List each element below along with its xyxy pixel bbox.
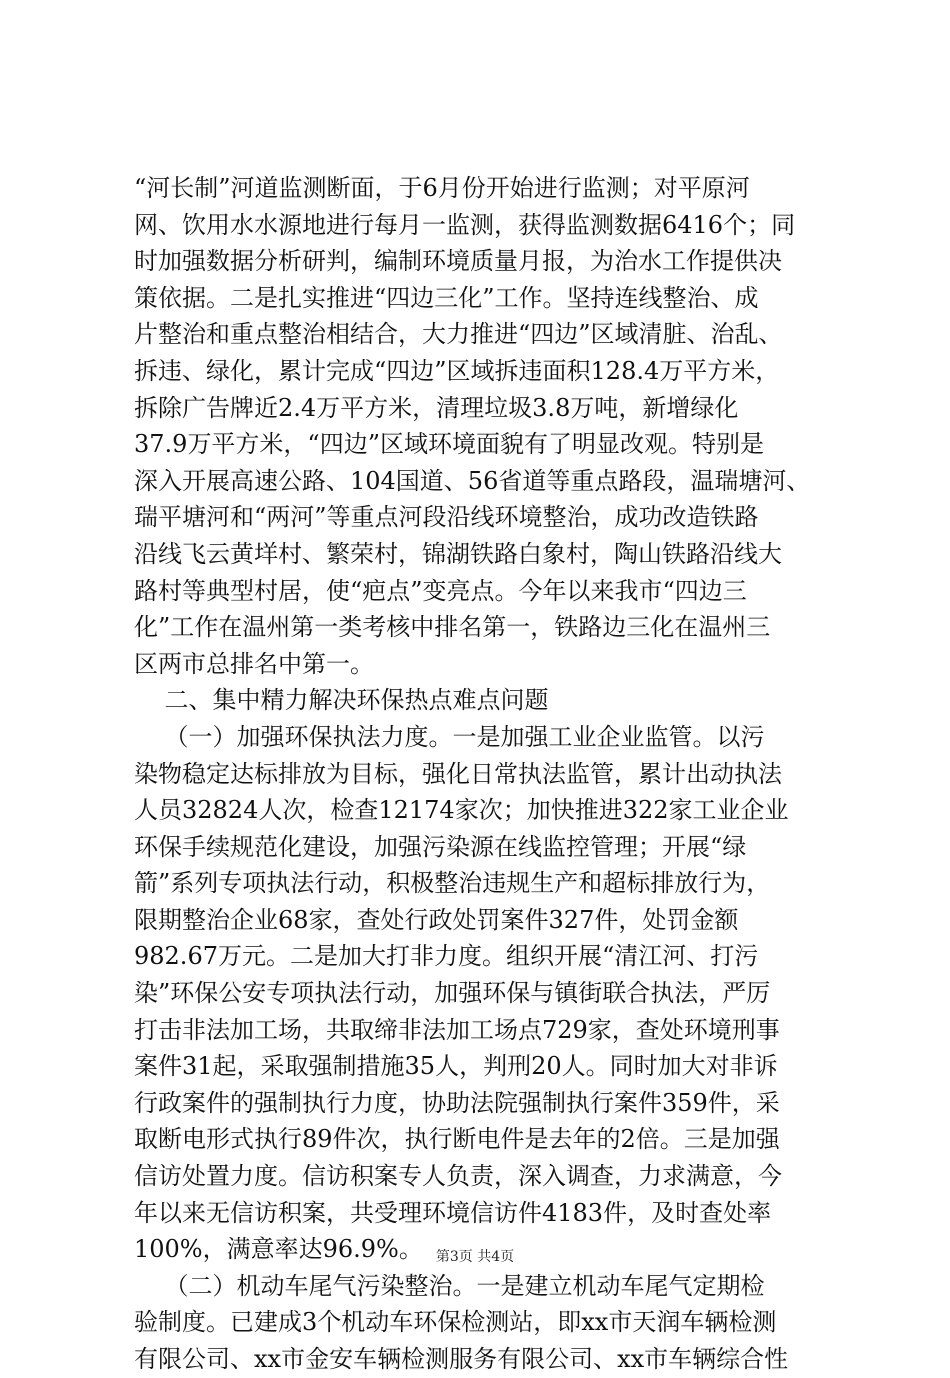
text-line: 信访处置力度。信访积案专人负责，深入调查，力求满意，今 [134,1162,782,1191]
text-line: 打击非法加工场，共取缔非法加工场点729家，查处环境刑事 [134,1015,780,1044]
text-line: 染物稳定达标排放为目标，强化日常执法监管，累计出动执法 [134,759,782,788]
text-line: 案件31起，采取强制措施35人，判刑20人。同时加大对非诉 [134,1052,778,1081]
text-line: （二）机动车尾气污染整治。一是建立机动车尾气定期检 [134,1271,765,1300]
body-text [134,170,834,1378]
text-line: 瑞平塘河和“两河”等重点河段沿线环境整治，成功改造铁路 [134,503,759,532]
text-line: 区两市总排名中第一。 [134,649,374,678]
text-line: 有限公司、xx市金安车辆检测服务有限公司、xx市车辆综合性 [134,1345,789,1373]
text-line: 片整治和重点整治相结合，大力推进“四边”区域清脏、治乱、 [134,320,783,349]
text-line: 染”环保公安专项执法行动，加强环保与镇街联合执法，严厉 [134,979,771,1008]
page-footer: 第3页 共4页 [435,1249,515,1265]
text-line: 网、饮用水水源地进行每月一监测，获得监测数据6416个；同 [134,210,796,239]
text-line: 时加强数据分析研判，编制环境质量月报，为治水工作提供决 [134,247,782,276]
text-line: 拆违、绿化，累计完成“四边”区域拆违面积128.4万平方米， [134,356,780,385]
text-line: 限期整治企业68家，查处行政处罚案件327件，处罚金额 [134,905,739,934]
text-line: 982.67万元。二是加大打非力度。组织开展“清江河、打污 [134,942,759,971]
text-line: 箭”系列专项执法行动，积极整治违规生产和超标排放行为， [134,869,771,898]
text-line: 路村等典型村居，使“疤点”变亮点。今年以来我市“四边三 [134,576,747,605]
text-line: 拆除广告牌近2.4万平方米，清理垃圾3.8万吨，新增绿化 [134,393,739,422]
text-line: 验制度。已建成3个机动车环保检测站，即xx市天润车辆检测 [134,1308,777,1337]
text-line: 化”工作在温州第一类考核中排名第一，铁路边三化在温州三 [134,613,771,642]
text-line: 深入开展高速公路、104国道、56省道等重点路段，温瑞塘河、 [134,466,811,495]
text-line: 年以来无信访积案，共受理环境信访件4183件，及时查处率 [134,1198,772,1227]
text-line: 策依据。二是扎实推进“四边三化”工作。坚持连线整治、成 [134,283,759,312]
text-line: 人员32824人次，检查12174家次；加快推进322家工业企业 [134,796,789,825]
text-line: 环保手续规范化建设，加强污染源在线监控管理；开展“绿 [134,832,747,861]
text-line: 37.9万平方米，“四边”区域环境面貌有了明显改观。特别是 [134,430,764,459]
text-line: 行政案件的强制执行力度，协助法院强制执行案件359件，采 [134,1088,780,1117]
text-line: 二、集中精力解决环保热点难点问题 [134,686,549,715]
text-line: （一）加强环保执法力度。一是加强工业企业监管。以污 [134,722,765,751]
text-line: 100%，满意率达96.9%。 [134,1235,423,1264]
text-line: “河长制”河道监测断面，于6月份开始进行监测；对平原河 [134,174,750,202]
text-line: 沿线飞云黄垟村、繁荣村，锦湖铁路白象村，陶山铁路沿线大 [134,539,782,568]
text-line: 取断电形式执行89件次，执行断电件是去年的2倍。三是加强 [134,1125,780,1154]
